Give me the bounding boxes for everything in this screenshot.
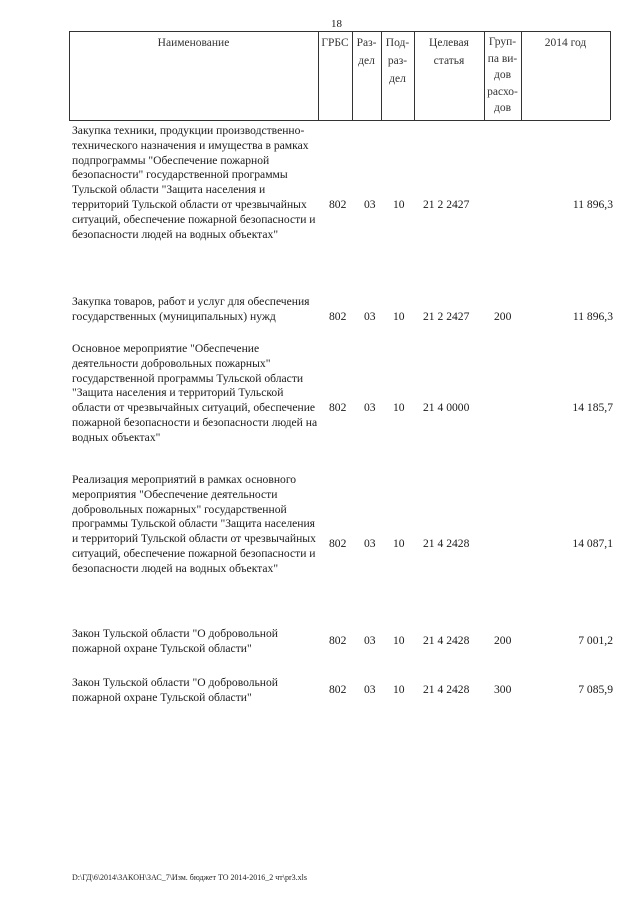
row-podrazdel: 10 [393,401,405,414]
row-gruppa: 200 [494,310,512,323]
header-celevaya: Целевая статья [429,37,469,67]
header-year: 2014 год [544,37,587,49]
row-name: Закон Тульской области "О добровольной пожарной охране Тульской области" [72,627,279,655]
row-razdel: 03 [364,537,376,550]
row-sum: 14 087,1 [572,537,613,550]
row-podrazdel: 10 [393,634,405,647]
row-grbs: 802 [329,401,347,414]
row-celevaya: 21 4 2428 [423,537,470,550]
row-grbs: 802 [329,537,347,550]
header-name: Наименование [157,37,230,49]
row-grbs: 802 [329,634,347,647]
page-number: 18 [331,18,342,30]
row-celevaya: 21 4 2428 [423,634,470,647]
row-razdel: 03 [364,310,376,323]
row-podrazdel: 10 [393,310,405,323]
row-grbs: 802 [329,310,347,323]
row-celevaya: 21 2 2427 [423,198,470,211]
header-razdel: Раз- дел [356,37,377,67]
row-name: Основное мероприятие "Обеспечение деятельности добровольных пожарных" государственной программы Тульской области "Защита населения и территорий Тульской области от чрезвычайных ситуаций, обеспечение пожарной безопасности и безопасности людей на водных объектах" [72,342,318,444]
row-name: Реализация мероприятий в рамках основного мероприятия "Обеспечение деятельности добровольных пожарных" государственной программы Тульской области "Защита населения и территорий Тульской области от чрезвычайных ситуаций, обеспечение пожарной безопасности и безопасности людей на водных объектах" [72,473,316,575]
row-grbs: 802 [329,198,347,211]
row-podrazdel: 10 [393,683,405,696]
header-divider [610,31,611,120]
row-razdel: 03 [364,634,376,647]
row-razdel: 03 [364,401,376,414]
row-razdel: 03 [364,683,376,696]
row-sum: 14 185,7 [572,401,613,414]
file-path-footer: D:\ГД\6\2014\ЗАКОН\ЗАС_7\Изм. бюджет ТО 2014-2016_2 чт\pr3.xls [72,873,307,882]
row-razdel: 03 [364,198,376,211]
row-grbs: 802 [329,683,347,696]
row-name: Закон Тульской области "О добровольной пожарной охране Тульской области" [72,676,279,704]
row-celevaya: 21 4 2428 [423,683,470,696]
row-sum: 11 896,3 [572,198,613,211]
row-sum: 7 085,9 [578,683,613,696]
row-name: Закупка товаров, работ и услуг для обеспечения государственных (муниципальных) нужд [72,295,310,323]
header-gruppa: Груп- па ви- дов расхо- дов [487,36,518,114]
row-celevaya: 21 2 2427 [423,310,470,323]
row-gruppa: 300 [494,683,512,696]
header-podrazdel: Под- раз- дел [385,37,410,85]
row-sum: 11 896,3 [572,310,613,323]
row-sum: 7 001,2 [578,634,613,647]
row-gruppa: 200 [494,634,512,647]
row-podrazdel: 10 [393,198,405,211]
row-podrazdel: 10 [393,537,405,550]
row-name: Закупка техники, продукции производственно-технического назначения и имущества в рамках подпрограммы "Обеспечение пожарной безопасности" государственной программы Тульской области "Защита населения и территорий Тульской области от чрезвычайных ситуаций, обеспечение пожарной безопасности и безопасности людей на водных объектах" [72,124,316,241]
header-grbs: ГРБС [321,37,349,49]
row-celevaya: 21 4 0000 [423,401,470,414]
